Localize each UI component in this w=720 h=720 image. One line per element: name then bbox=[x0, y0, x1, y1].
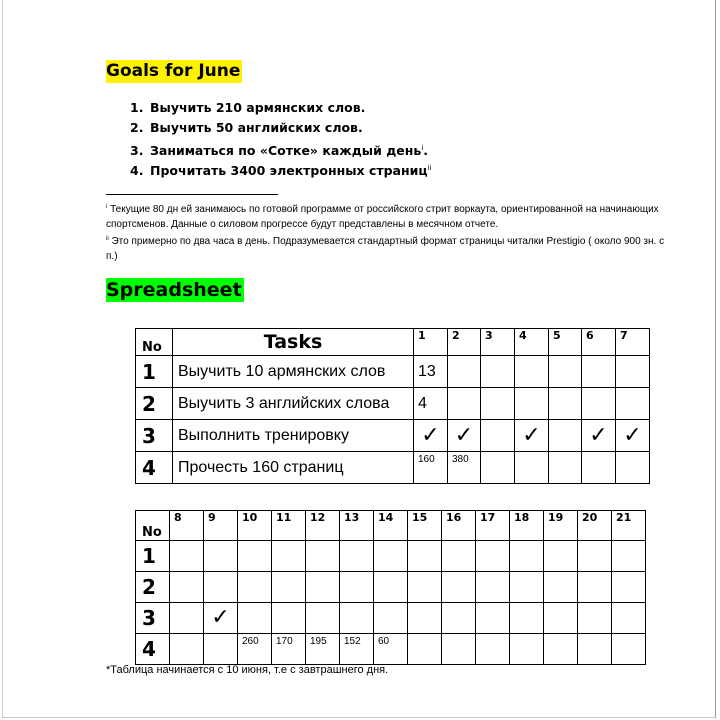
day-cell[interactable] bbox=[204, 541, 238, 572]
footnote-separator bbox=[106, 194, 278, 195]
table-row bbox=[136, 541, 646, 572]
day-cell[interactable] bbox=[204, 634, 238, 665]
day-cell[interactable] bbox=[578, 634, 612, 665]
day-cell[interactable] bbox=[544, 572, 578, 603]
day-cell[interactable] bbox=[340, 603, 374, 634]
day-cell[interactable] bbox=[272, 572, 306, 603]
check-mark[interactable]: ✓ bbox=[515, 420, 549, 452]
day-cell[interactable] bbox=[272, 603, 306, 634]
day-cell[interactable] bbox=[306, 603, 340, 634]
row-number: 2 bbox=[136, 572, 170, 603]
day-cell[interactable]: 380 bbox=[448, 452, 481, 484]
row-number: 1 bbox=[136, 356, 173, 388]
day-cell[interactable] bbox=[612, 603, 646, 634]
day-cell[interactable]: 170 bbox=[272, 634, 306, 665]
check-mark[interactable]: ✓ bbox=[582, 420, 616, 452]
check-mark[interactable]: ✓ bbox=[204, 603, 238, 634]
day-cell[interactable] bbox=[515, 452, 549, 484]
table-row bbox=[136, 452, 650, 484]
day-cell[interactable] bbox=[340, 541, 374, 572]
day-cell[interactable]: 195 bbox=[306, 634, 340, 665]
day-cell[interactable] bbox=[476, 572, 510, 603]
day-cell[interactable] bbox=[481, 420, 515, 452]
table-row bbox=[136, 634, 646, 665]
table-row bbox=[136, 388, 650, 420]
day-header: 20 bbox=[578, 511, 612, 541]
day-cell[interactable] bbox=[170, 603, 204, 634]
day-header: 18 bbox=[510, 511, 544, 541]
day-cell[interactable] bbox=[476, 634, 510, 665]
day-cell[interactable] bbox=[374, 603, 408, 634]
day-cell[interactable]: 160 bbox=[414, 452, 448, 484]
row-number: 4 bbox=[136, 452, 173, 484]
row-number: 3 bbox=[136, 420, 173, 452]
day-cell[interactable] bbox=[442, 541, 476, 572]
row-number: 2 bbox=[136, 388, 173, 420]
day-cell[interactable] bbox=[510, 572, 544, 603]
header-row bbox=[136, 329, 650, 356]
day-cell[interactable] bbox=[582, 388, 616, 420]
goal-item: 4. Прочитать 3400 электронных страниц$^{ii}$ bbox=[130, 163, 432, 178]
day-cell[interactable] bbox=[544, 603, 578, 634]
footnote-ref[interactable]: i bbox=[421, 144, 424, 152]
no-header: No bbox=[136, 329, 173, 356]
goal-item: 3. Заниматься по «Сотке» каждый день$^i$. bbox=[130, 143, 429, 158]
goal-item: 1. Выучить 210 армянских слов. bbox=[130, 100, 366, 115]
day-cell[interactable] bbox=[442, 572, 476, 603]
day-cell[interactable] bbox=[340, 572, 374, 603]
day-cell[interactable] bbox=[374, 572, 408, 603]
day-cell[interactable] bbox=[272, 541, 306, 572]
table-row bbox=[136, 603, 646, 634]
day-cell[interactable] bbox=[448, 356, 481, 388]
day-cell[interactable] bbox=[170, 634, 204, 665]
day-cell[interactable] bbox=[204, 572, 238, 603]
day-cell[interactable] bbox=[448, 388, 481, 420]
check-mark[interactable]: ✓ bbox=[616, 420, 650, 452]
day-cell[interactable] bbox=[578, 541, 612, 572]
day-header: 2 bbox=[448, 329, 481, 356]
day-cell[interactable] bbox=[476, 603, 510, 634]
day-header: 16 bbox=[442, 511, 476, 541]
day-cell[interactable] bbox=[616, 388, 650, 420]
day-cell[interactable] bbox=[481, 356, 515, 388]
spreadsheet-heading: Spreadsheet bbox=[106, 279, 242, 301]
day-cell[interactable] bbox=[476, 541, 510, 572]
day-header: 19 bbox=[544, 511, 578, 541]
day-cell[interactable] bbox=[306, 572, 340, 603]
day-header: 6 bbox=[582, 329, 616, 356]
day-cell[interactable] bbox=[515, 356, 549, 388]
day-cell[interactable] bbox=[408, 572, 442, 603]
day-cell[interactable] bbox=[238, 572, 272, 603]
day-cell[interactable] bbox=[549, 388, 582, 420]
day-cell[interactable] bbox=[408, 541, 442, 572]
day-header: 12 bbox=[306, 511, 340, 541]
day-cell[interactable] bbox=[510, 634, 544, 665]
task-label: Прочесть 160 страниц bbox=[173, 452, 414, 484]
goal-item: 2. Выучить 50 английских слов. bbox=[130, 120, 363, 135]
day-cell[interactable] bbox=[510, 541, 544, 572]
day-cell[interactable] bbox=[544, 634, 578, 665]
goals-heading: Goals for June bbox=[106, 61, 241, 81]
day-cell[interactable] bbox=[549, 420, 582, 452]
day-header: 21 bbox=[612, 511, 646, 541]
day-cell[interactable] bbox=[481, 452, 515, 484]
day-cell[interactable] bbox=[306, 541, 340, 572]
table-row bbox=[136, 356, 650, 388]
day-cell[interactable] bbox=[408, 634, 442, 665]
day-header: 10 bbox=[238, 511, 272, 541]
check-mark[interactable]: ✓ bbox=[448, 420, 481, 452]
day-cell[interactable] bbox=[578, 603, 612, 634]
check-mark[interactable]: ✓ bbox=[414, 420, 448, 452]
header-row bbox=[136, 511, 646, 541]
task-label: Выполнить тренировку bbox=[173, 420, 414, 452]
day-cell[interactable] bbox=[510, 603, 544, 634]
day-cell[interactable] bbox=[578, 572, 612, 603]
goals-list bbox=[130, 98, 432, 178]
day-header: 8 bbox=[170, 511, 204, 541]
day-header: 4 bbox=[515, 329, 549, 356]
footnote: $^i$ Текущие 80 дн ей занимаюсь по готовой программе от российского стрит воркаута, ориентированной на начинающих спортсменов. Данные о силовом прогрессе будут представлены в месячном отчете. bbox=[106, 204, 659, 230]
row-number: 3 bbox=[136, 603, 170, 634]
footnotes bbox=[106, 200, 666, 264]
day-header: 13 bbox=[340, 511, 374, 541]
day-cell[interactable]: 260 bbox=[238, 634, 272, 665]
row-number: 4 bbox=[136, 634, 170, 665]
footnote-ref[interactable]: ii bbox=[427, 164, 432, 172]
day-header: 5 bbox=[549, 329, 582, 356]
no-header: No bbox=[136, 511, 170, 541]
day-cell[interactable] bbox=[170, 541, 204, 572]
day-cell[interactable]: 4 bbox=[414, 388, 448, 420]
day-cell[interactable] bbox=[481, 388, 515, 420]
day-cell[interactable]: 60 bbox=[374, 634, 408, 665]
table-note: *Таблица начинается с 10 июня, т.е с завтрашнего дня. bbox=[106, 664, 389, 676]
day-cell[interactable] bbox=[374, 541, 408, 572]
day-cell[interactable] bbox=[612, 634, 646, 665]
day-cell[interactable] bbox=[442, 634, 476, 665]
day-cell[interactable] bbox=[408, 603, 442, 634]
tracker-table-week2-3 bbox=[135, 510, 646, 665]
task-label: Выучить 3 английских слова bbox=[173, 388, 414, 420]
day-header: 7 bbox=[616, 329, 650, 356]
day-header: 1 bbox=[414, 329, 448, 356]
day-header: 17 bbox=[476, 511, 510, 541]
day-cell[interactable] bbox=[612, 541, 646, 572]
day-header: 14 bbox=[374, 511, 408, 541]
day-cell[interactable] bbox=[616, 452, 650, 484]
tasks-header: Tasks bbox=[173, 329, 414, 356]
day-cell[interactable] bbox=[238, 603, 272, 634]
task-label: Выучить 10 армянских слов bbox=[173, 356, 414, 388]
day-cell[interactable] bbox=[238, 541, 272, 572]
day-cell[interactable] bbox=[612, 572, 646, 603]
day-cell[interactable] bbox=[544, 541, 578, 572]
day-cell[interactable] bbox=[582, 356, 616, 388]
day-cell[interactable] bbox=[170, 572, 204, 603]
day-header: 9 bbox=[204, 511, 238, 541]
day-header: 15 bbox=[408, 511, 442, 541]
day-cell[interactable] bbox=[515, 388, 549, 420]
footnote: $^{ii}$ Это примерно по два часа в день. Подразумевается стандартный формат страницы читалки Prestigio ( около 900 зн. с п.) bbox=[106, 236, 665, 262]
row-number: 1 bbox=[136, 541, 170, 572]
tracker-table-week1 bbox=[135, 328, 650, 484]
day-header: 11 bbox=[272, 511, 306, 541]
day-cell[interactable] bbox=[582, 452, 616, 484]
day-cell[interactable] bbox=[442, 603, 476, 634]
day-header: 3 bbox=[481, 329, 515, 356]
day-cell[interactable] bbox=[616, 356, 650, 388]
table-row bbox=[136, 420, 650, 452]
table-row bbox=[136, 572, 646, 603]
day-cell[interactable] bbox=[549, 356, 582, 388]
day-cell[interactable] bbox=[549, 452, 582, 484]
day-cell[interactable]: 152 bbox=[340, 634, 374, 665]
day-cell[interactable]: 13 bbox=[414, 356, 448, 388]
